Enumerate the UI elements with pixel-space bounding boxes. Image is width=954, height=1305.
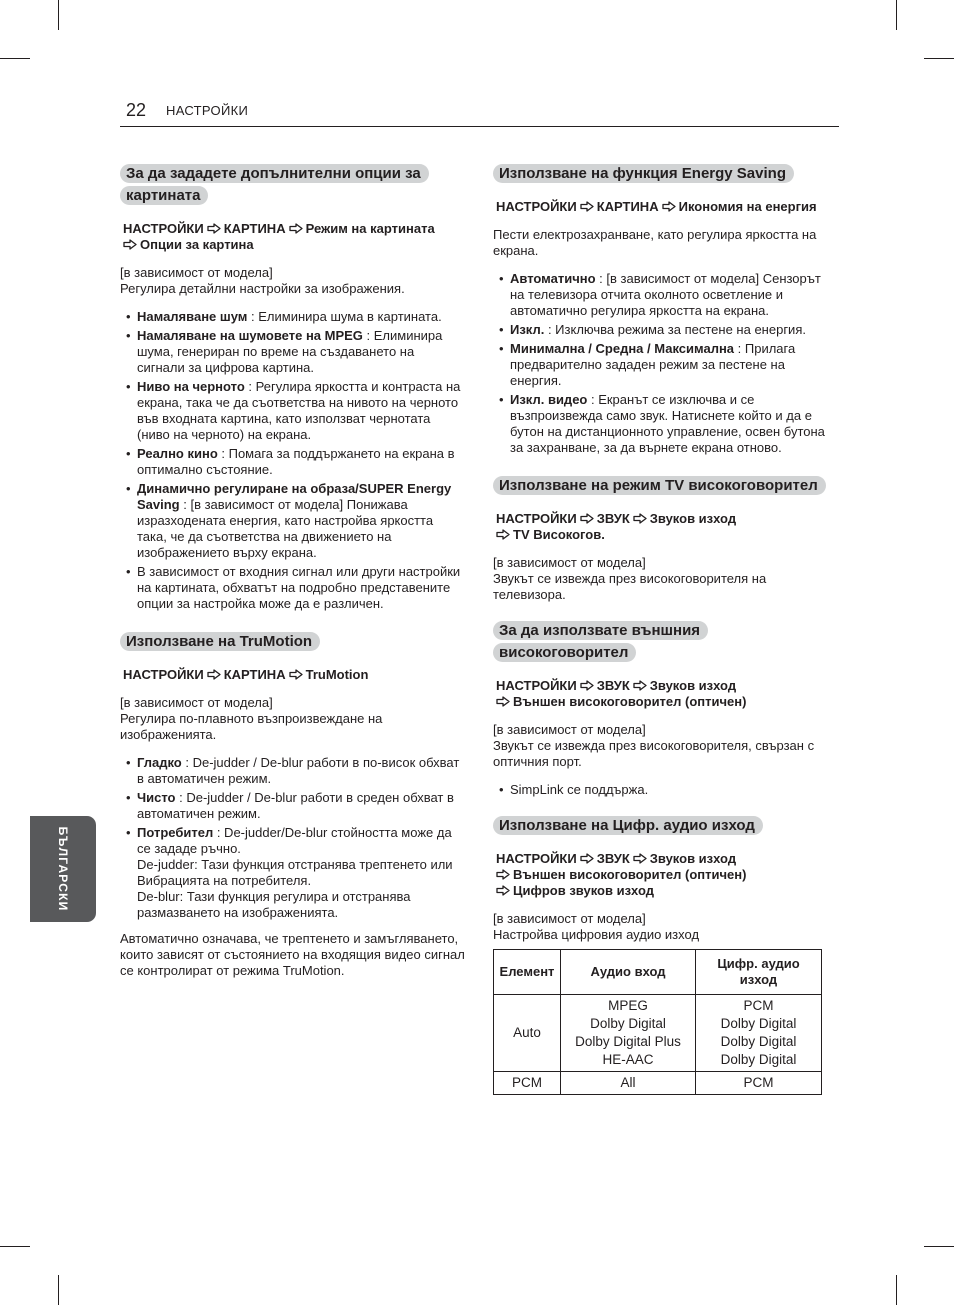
arrow-right-icon <box>633 680 647 691</box>
list-item <box>493 341 838 389</box>
description-text: Пести електрозахранване, като регулира яркостта на екрана. <box>493 227 817 258</box>
crop-mark <box>924 58 954 59</box>
item-text: : Изключва режима за пестене на енергия. <box>544 322 806 337</box>
path-step: Режим на картината <box>305 221 435 236</box>
menu-path <box>123 221 465 253</box>
crop-mark <box>58 1275 59 1305</box>
item-text: : [в зависимост от модела] Понижава изразходената енергия, като настройва яркостта така, че да съответства на движението на изображението върху екрана. <box>137 497 434 560</box>
arrow-right-icon <box>496 696 510 707</box>
arrow-right-icon <box>207 223 221 234</box>
page-header <box>120 99 839 127</box>
title-text: Използване на TruMotion <box>126 633 313 650</box>
list-item <box>120 328 465 376</box>
model-note: [в зависимост от модела] <box>120 695 273 710</box>
section-title-trumotion <box>120 631 465 653</box>
title-line <box>493 476 826 495</box>
title-text: За да зададете допълнителни опции за <box>126 165 421 182</box>
menu-path <box>496 678 838 710</box>
item-term: Изкл. видео <box>510 392 588 407</box>
menu-path <box>496 851 838 899</box>
path-step: TruMotion <box>305 667 369 682</box>
item-text: В зависимост от входния сигнал или други настройки на картината, обхватът на подробно представените опции за настройка може да е различен. <box>137 564 461 611</box>
right-column <box>493 163 838 1095</box>
table-cell <box>561 995 696 1072</box>
option-list <box>120 755 465 921</box>
title-line <box>493 816 763 835</box>
item-term: Чисто <box>137 790 176 805</box>
path-step: Опции за картина <box>140 237 254 252</box>
table-header-cell: Елемент <box>494 950 561 995</box>
item-text: De-blur: Тази функция регулира и отстранява размазването на изображенията. <box>137 889 411 920</box>
item-term: Реално кино <box>137 446 218 461</box>
title-line <box>493 643 636 662</box>
description-text: Звукът се извежда през високоговорителя, свързан с оптичния порт. <box>493 738 815 769</box>
arrow-right-icon <box>496 885 510 896</box>
arrow-right-icon <box>289 223 303 234</box>
arrow-right-icon <box>633 513 647 524</box>
description <box>493 722 838 770</box>
title-line <box>120 632 320 651</box>
table-cell: All <box>561 1072 696 1095</box>
title-line <box>120 186 208 205</box>
title-line <box>493 164 794 183</box>
model-note: [в зависимост от модела] <box>493 911 646 926</box>
arrow-right-icon <box>207 669 221 680</box>
arrow-right-icon <box>580 513 594 524</box>
item-term: Изкл. <box>510 322 545 337</box>
description-text: Звукът се извежда през високоговорителя на телевизора. <box>493 571 767 602</box>
item-text: : Елиминира шума, генериран по време на създаването на сигнали за цифрова картина. <box>137 328 443 375</box>
list-item <box>120 790 465 822</box>
list-item <box>120 755 465 787</box>
item-term: Намаляване на шумовете на MPEG <box>137 328 363 343</box>
crop-mark <box>924 1246 954 1247</box>
model-note: [в зависимост от модела] <box>493 555 646 570</box>
crop-mark <box>0 1246 30 1247</box>
item-text: : De-judder / De-blur работи в среден обхват в автоматичен режим. <box>137 790 454 821</box>
list-item <box>120 446 465 478</box>
list-item <box>120 481 465 561</box>
item-text: : De-judder/De-blur стойността може да се зададе ръчно. <box>137 825 452 856</box>
description-text: Автоматично означава, че трептенето и замъгляването, които зависят от състоянието на входящия видео сигнал се контролират от режима TruMotion. <box>120 931 465 978</box>
item-term: Минимална / Средна / Максимална <box>510 341 735 356</box>
description-text: Регулира по-плавното възпроизвеждане на изображенията. <box>120 711 383 742</box>
description <box>493 911 838 943</box>
cell-line: MPEG <box>608 998 648 1013</box>
path-step: НАСТРОЙКИ <box>123 221 204 236</box>
crop-mark <box>896 1275 897 1305</box>
cell-line: PCM <box>743 998 774 1013</box>
section-title-energy-saving <box>493 163 838 185</box>
path-step: Звуков изход <box>649 851 737 866</box>
item-term: Ниво на черното <box>137 379 245 394</box>
list-item <box>120 309 465 325</box>
path-step: НАСТРОЙКИ <box>496 678 577 693</box>
option-list <box>493 782 838 798</box>
list-item <box>493 782 838 798</box>
table-cell: Auto <box>494 995 561 1072</box>
item-term: Гладко <box>137 755 182 770</box>
arrow-right-icon <box>496 529 510 540</box>
cell-line: Dolby Digital Plus <box>575 1034 681 1049</box>
audio-output-table <box>493 949 822 1095</box>
description <box>120 695 465 743</box>
cell-line: Dolby Digital <box>720 1034 797 1049</box>
title-text: Използване на режим TV високоговорител <box>499 477 818 494</box>
path-step: ЗВУК <box>596 511 630 526</box>
path-step: Звуков изход <box>649 511 737 526</box>
language-tab <box>30 816 96 922</box>
list-item <box>120 564 465 612</box>
path-step: КАРТИНА <box>223 221 286 236</box>
item-text: : Екранът се изключва и се възпроизвежда само звук. Натиснете който и да е бутон на дистанционното управление, освен бутона за захранване, за да върнете екрана отново. <box>510 392 825 455</box>
page-number: 22 <box>126 100 147 120</box>
table-row <box>494 995 822 1072</box>
table-cell: PCM <box>494 1072 561 1095</box>
section-title-tv-speaker <box>493 475 838 497</box>
list-item <box>493 392 838 456</box>
model-note: [в зависимост от модела] <box>120 265 273 280</box>
path-step: КАРТИНА <box>596 199 659 214</box>
description <box>120 265 465 297</box>
option-list <box>493 271 838 456</box>
table-cell <box>696 995 822 1072</box>
arrow-right-icon <box>496 869 510 880</box>
title-text: високоговорител <box>499 644 629 661</box>
path-step: Цифров звуков изход <box>513 883 654 898</box>
path-step: Икономия на енергия <box>678 199 817 214</box>
arrow-right-icon <box>662 201 676 212</box>
menu-path <box>123 667 465 683</box>
cell-line: HE-AAC <box>602 1052 654 1067</box>
list-item <box>493 271 838 319</box>
item-text: : Прилага предварително зададен режим за пестене на енергия. <box>510 341 796 388</box>
path-step: ЗВУК <box>596 851 630 866</box>
path-step: НАСТРОЙКИ <box>496 851 577 866</box>
path-step: НАСТРОЙКИ <box>123 667 204 682</box>
language-label: БЪЛГАРСКИ <box>56 826 70 912</box>
arrow-right-icon <box>123 239 137 250</box>
description-text: Настройва цифровия аудио изход <box>493 927 700 942</box>
path-step: Звуков изход <box>649 678 737 693</box>
title-line <box>493 621 708 640</box>
table-header-cell: Цифр. аудио изход <box>696 950 822 995</box>
crop-mark <box>58 0 59 30</box>
item-term: Намаляване шум <box>137 309 248 324</box>
list-item <box>493 322 838 338</box>
item-term: Потребител <box>137 825 214 840</box>
left-column <box>120 163 465 979</box>
section-title-picture-options <box>120 163 465 207</box>
menu-path <box>496 511 838 543</box>
item-text: : Помага за поддържането на екрана в оптимално състояние. <box>137 446 455 477</box>
arrow-right-icon <box>580 853 594 864</box>
path-step: Външен високоговорител (оптичен) <box>513 867 747 882</box>
item-text: : Регулира яркостта и контраста на екрана, така че да съответства на нивото на черното във входната картина, като използват чернотата (ниво на черното) на екрана. <box>137 379 461 442</box>
model-note: [в зависимост от модела] <box>493 722 646 737</box>
title-text: картината <box>126 187 201 204</box>
path-step: Външен високоговорител (оптичен) <box>513 694 747 709</box>
path-step: TV Високогов. <box>513 527 605 542</box>
running-title: НАСТРОЙКИ <box>166 103 249 118</box>
path-step: ЗВУК <box>596 678 630 693</box>
title-text: За да използвате външния <box>499 622 701 639</box>
item-text: : De-judder / De-blur работи в по-висок обхват в автоматичен режим. <box>137 755 460 786</box>
item-text: SimpLink се поддържа. <box>510 782 649 797</box>
cell-line: Dolby Digital <box>720 1052 797 1067</box>
menu-path <box>496 199 838 215</box>
cell-line: Dolby Digital <box>720 1016 797 1031</box>
path-step: НАСТРОЙКИ <box>496 199 577 214</box>
table-header-row <box>494 950 822 995</box>
item-term: Динамично регулиране на образа/SUPER Energy Saving <box>137 481 452 512</box>
title-text: Използване на Цифр. аудио изход <box>499 817 755 834</box>
crop-mark <box>0 58 30 59</box>
path-step: НАСТРОЙКИ <box>496 511 577 526</box>
arrow-right-icon <box>580 680 594 691</box>
table-cell: PCM <box>696 1072 822 1095</box>
list-item <box>120 825 465 921</box>
item-text: : Елиминира шума в картината. <box>247 309 442 324</box>
crop-mark <box>896 0 897 30</box>
title-line <box>120 164 429 183</box>
item-term: Автоматично <box>510 271 596 286</box>
description <box>493 555 838 603</box>
table-row <box>494 1072 822 1095</box>
cell-line: Dolby Digital <box>590 1016 666 1031</box>
arrow-right-icon <box>633 853 647 864</box>
path-step: КАРТИНА <box>223 667 286 682</box>
arrow-right-icon <box>289 669 303 680</box>
option-list <box>120 309 465 612</box>
section-title-external-speaker <box>493 620 838 664</box>
section-title-digital-audio-out <box>493 815 838 837</box>
table-header-cell: Аудио вход <box>561 950 696 995</box>
description-text: Регулира детайлни настройки за изображения. <box>120 281 405 296</box>
item-text: De-judder: Тази функция отстранява трептенето или Вибрацията на потребителя. <box>137 857 453 888</box>
list-item <box>120 379 465 443</box>
title-text: Използване на функция Energy Saving <box>499 165 786 182</box>
item-text: : [в зависимост от модела] Сензорът на телевизора отчита околното осветление и автоматично регулира яркостта на екрана. <box>510 271 821 318</box>
arrow-right-icon <box>580 201 594 212</box>
